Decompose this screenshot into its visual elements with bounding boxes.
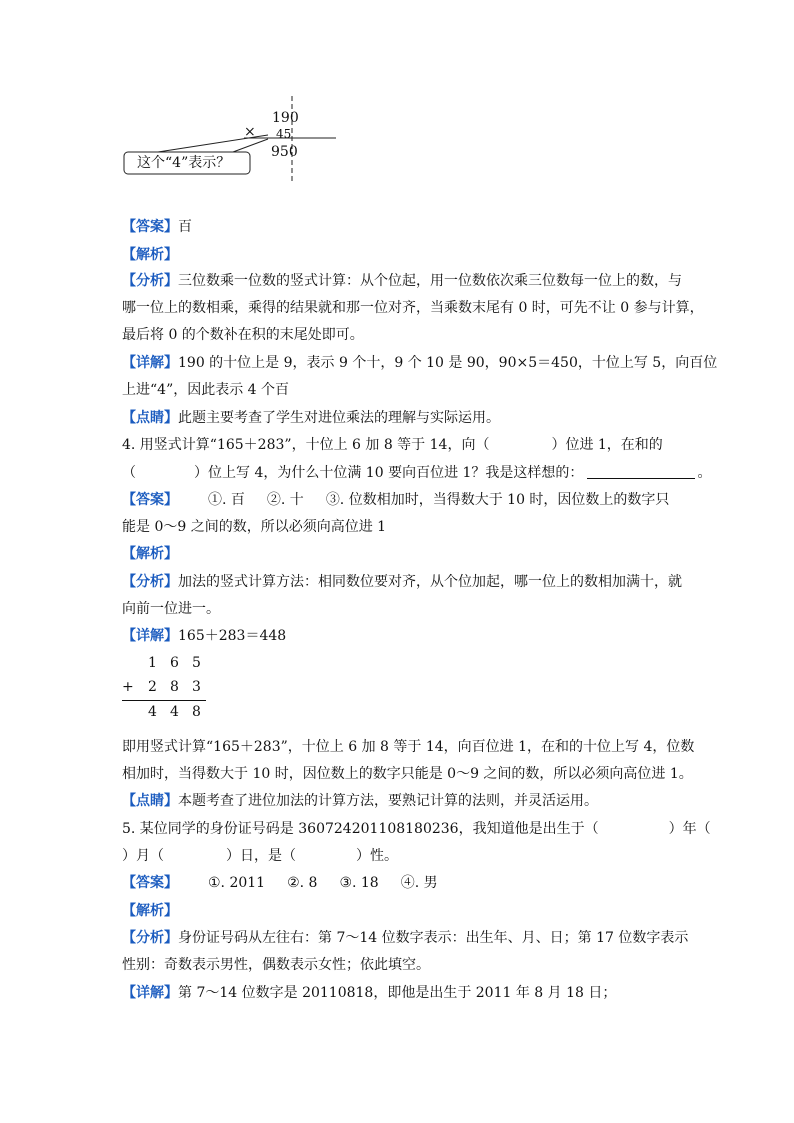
q4-detail-eq: 165＋283＝448	[178, 628, 287, 644]
q3-detail-line-2: 上进“4”，因此表示 4 个百	[122, 382, 290, 398]
addend1-ones: 5	[192, 655, 201, 671]
times-sign: ×	[244, 124, 256, 140]
pointer-line-lower	[233, 139, 268, 152]
q3-analysis-line-2: 哪一位上的数相乘，乘得的结果就和那一位对齐，当乘数末尾有 0 时，可先不让 0 参与计算，	[122, 300, 704, 316]
q5-analysis-1: 身份证号码从左往右：第 7～14 位数字表示：出生年、月、日；第 17 位数字表示	[178, 930, 689, 946]
q3-analysis-1: 三位数乘一位数的竖式计算：从个位起，用一位数依次乘三位数每一位上的数，与	[178, 273, 682, 289]
q4-blank-3[interactable]	[587, 478, 695, 479]
sum-rule-line	[122, 700, 206, 701]
q4-analysis-1: 加法的竖式计算方法：相同数位要对齐，从个位加起，哪一位上的数相加满十，就	[178, 574, 682, 590]
q4-stem-line-2	[122, 464, 712, 482]
addend2-tens: 8	[170, 679, 179, 695]
q4-stem-line-1	[122, 436, 682, 454]
q3-jiexi-line	[122, 246, 682, 264]
detail-tag: 【详解】	[122, 355, 178, 371]
addend1-hundreds: 1	[148, 655, 157, 671]
analysis-tag: 【分析】	[122, 273, 178, 289]
answer-tag: 【答案】	[122, 492, 178, 508]
q4-answer-2: ②. 十	[266, 492, 304, 508]
q4-answer-1: ①. 百	[208, 492, 245, 508]
q4-after-line-2: 相加时，当得数大于 10 时，因位数上的数字只能是 0～9 之间的数，所以必须向高位进 1。	[122, 766, 693, 782]
q4-stem-2a: （	[122, 465, 136, 481]
multiplier: 45	[276, 127, 292, 141]
addend2-hundreds: 2	[148, 679, 157, 695]
q3-comment-line	[122, 409, 682, 427]
q4-detail-line	[122, 627, 682, 645]
answer-tag: 【答案】	[122, 219, 178, 235]
q5-answer-2: ②. 8	[287, 875, 318, 891]
q4-comment: 本题考查了进位加法的计算方法，要熟记计算的法则，并灵活运用。	[178, 793, 598, 809]
jiexi-tag: 【解析】	[122, 546, 178, 562]
q3-detail-line-1	[122, 354, 718, 372]
analysis-tag: 【分析】	[122, 574, 178, 590]
q5-stem-1b: ）年（	[668, 821, 711, 837]
q5-answer-4: ④. 男	[400, 875, 438, 891]
q3-analysis-line-1	[122, 272, 682, 290]
q4-analysis-line-2: 向前一位进一。	[122, 601, 220, 617]
q5-answer-line	[122, 874, 682, 892]
q5-stem-2a: ）月（	[122, 848, 164, 864]
q5-stem-1a: 5. 某位同学的身份证号码是 360724201108180236，我知道他是出生于（	[122, 821, 599, 837]
q4-answer-line-2: 能是 0～9 之间的数，所以必须向高位进 1	[122, 519, 387, 535]
detail-tag: 【详解】	[122, 628, 178, 644]
q3-comment: 此题主要考查了学生对进位乘法的理解与实际运用。	[178, 410, 500, 426]
q5-detail-line	[122, 984, 682, 1002]
detail-tag: 【详解】	[122, 985, 178, 1001]
q4-stem-2c: 。	[697, 465, 712, 481]
q5-jiexi-line	[122, 902, 682, 920]
sum-ones: 8	[192, 704, 201, 720]
q3-analysis-line-3: 最后将 0 的个数补在积的末尾处即可。	[122, 327, 364, 343]
callout-text: 这个“4”表示？	[137, 155, 231, 171]
q4-after-line-1: 即用竖式计算“165＋283”，十位上 6 加 8 等于 14，向百位进 1，在和的十位上写 4，位数	[122, 739, 695, 755]
q5-stem-2c: ）性。	[356, 848, 398, 864]
q4-answer-3: ③. 位数相加时，当得数大于 10 时，因位数上的数字只	[325, 492, 670, 508]
q5-answer-3: ③. 18	[339, 875, 379, 891]
q5-answer-1: ①. 2011	[208, 875, 266, 891]
partial-product: 950	[271, 144, 298, 160]
sum-tens: 4	[170, 704, 179, 720]
q4-stem-1b: ）位进 1，在和的	[551, 437, 663, 453]
q5-stem-line-1	[122, 820, 711, 838]
jiexi-tag: 【解析】	[122, 247, 178, 263]
q3-answer-line	[122, 218, 682, 236]
addend2-ones: 3	[192, 679, 201, 695]
q4-answer-line-1	[122, 491, 682, 509]
addend1-tens: 6	[170, 655, 179, 671]
sum-hundreds: 4	[148, 704, 157, 720]
top-number: 190	[272, 110, 299, 126]
q5-analysis-line-1	[122, 929, 689, 947]
q4-stem-1a: 4. 用竖式计算“165＋283”，十位上 6 加 8 等于 14，向（	[122, 437, 490, 453]
jiexi-tag: 【解析】	[122, 903, 178, 919]
answer-tag: 【答案】	[122, 875, 178, 891]
q5-stem-line-2	[122, 847, 682, 865]
plus-sign: +	[122, 679, 134, 695]
q3-answer: 百	[178, 219, 192, 235]
q4-analysis-line-1	[122, 573, 682, 591]
q3-detail-1: 190 的十位上是 9，表示 9 个十，9 个 10 是 90，90×5＝450，十位上写 5，向百位	[178, 355, 718, 371]
q5-analysis-line-2: 性别：奇数表示男性，偶数表示女性；依此填空。	[122, 957, 430, 973]
q5-stem-2b: ）日，是（	[226, 848, 296, 864]
q4-comment-line	[122, 792, 682, 810]
q5-detail-1: 第 7～14 位数字是 20110818，即他是出生于 2011 年 8 月 18 日；	[178, 985, 617, 1001]
comment-tag: 【点睛】	[122, 793, 178, 809]
q4-stem-2b: ）位上写 4，为什么十位满 10 要向百位进 1？我是这样想的：	[194, 465, 584, 481]
analysis-tag: 【分析】	[122, 930, 178, 946]
comment-tag: 【点睛】	[122, 410, 178, 426]
q4-jiexi-line	[122, 545, 682, 563]
